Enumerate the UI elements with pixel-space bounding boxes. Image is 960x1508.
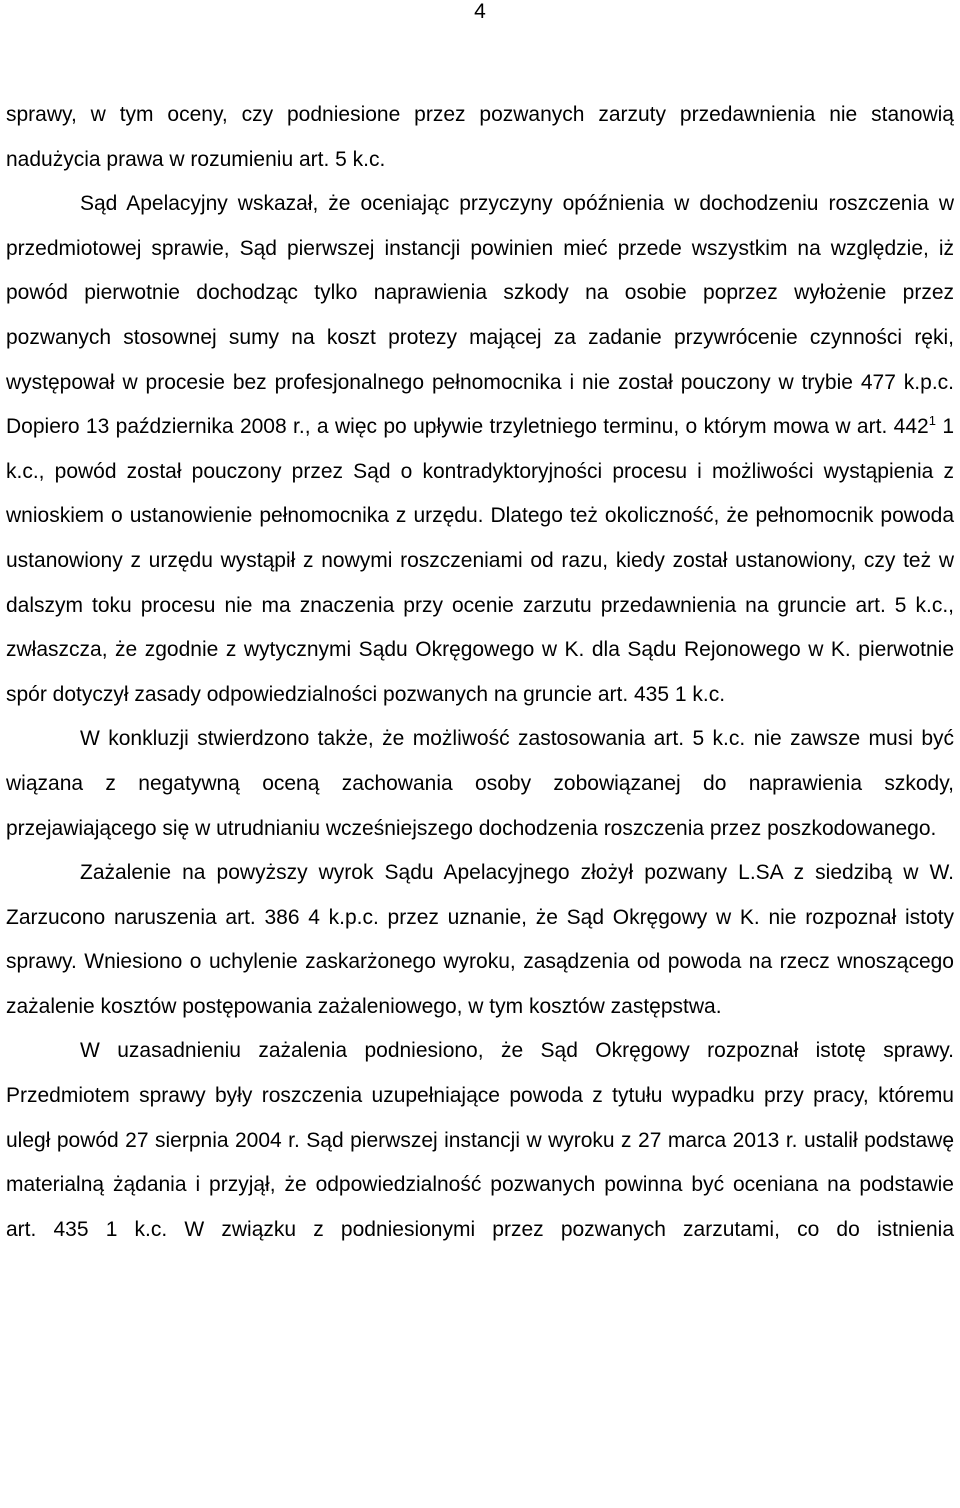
paragraph-4: Zażalenie na powyższy wyrok Sądu Apelacyjnego złożył pozwany L.SA z siedzibą w W. Zarzucono naruszenia art. 386 4 k.p.c. przez uznanie, że Sąd Okręgowy w K. nie rozpoznał istoty sprawy. Wniesiono o uchylenie zaskarżonego wyroku, zasądzenia od powoda na rzecz wnoszącego zażalenie kosztów postępowania zażaleniowego, w tym kosztów zastępstwa. (6, 861, 954, 1018)
paragraph-2-text-a: Sąd Apelacyjny wskazał, że oceniając przyczyny opóźnienia w dochodzeniu roszczenia w przedmiotowej sprawie, Sąd pierwszej instancji powinien mieć przede wszystkim na względzie, iż powód pierwotnie dochodząc tylko naprawienia szkody na osobie poprzez wyłożenie przez pozwanych stosownej sumy na koszt protezy mającej za zadanie przywrócenie czynności ręki, występował w procesie bez profesjonalnego pełnomocnika i nie został pouczony w trybie 477 k.p.c. Dopiero 13 października 2008 r., a więc po upływie trzyletniego terminu, o którym mowa w art. 442 (6, 192, 954, 439)
document-body (6, 93, 954, 1252)
paragraph-3: W konkluzji stwierdzono także, że możliwość zastosowania art. 5 k.c. nie zawsze musi być wiązana z negatywną oceną zachowania osoby zobowiązanej do naprawienia szkody, przejawiającego się w utrudnianiu wcześniejszego dochodzenia roszczenia przez poszkodowanego. (6, 727, 954, 840)
paragraph-5: W uzasadnieniu zażalenia podniesiono, że Sąd Okręgowy rozpoznał istotę sprawy. Przedmiotem sprawy były roszczenia uzupełniające powoda z tytułu wypadku przy pracy, któremu uległ powód 27 sierpnia 2004 r. Sąd pierwszej instancji w wyroku z 27 marca 2013 r. ustalił podstawę materialną żądania i przyjął, że odpowiedzialność pozwanych powinna być oceniana na podstawie art. 435 1 k.c. W związku z podniesionymi przez pozwanych zarzutami, co do istnienia (6, 1039, 954, 1241)
paragraph-1: sprawy, w tym oceny, czy podniesione przez pozwanych zarzuty przedawnienia nie stanowią nadużycia prawa w rozumieniu art. 5 k.c. (6, 103, 954, 171)
superscript-1: 1 (928, 413, 936, 429)
paragraph-2-text-b: 1 k.c., powód został pouczony przez Sąd o kontradyktoryjności procesu i możliwości wystąpienia z wnioskiem o ustanowienie pełnomocnika z urzędu. Dlatego też okoliczność, że pełnomocnik powoda ustanowiony z urzędu wystąpił z nowymi roszczeniami od razu, kiedy został ustanowiony, czy też w dalszym toku procesu nie ma znaczenia przy ocenie zarzutu przedawnienia na gruncie art. 5 k.c., zwłaszcza, że zgodnie z wytycznymi Sądu Okręgowego w K. dla Sądu Rejonowego w K. pierwotnie spór dotyczył zasady odpowiedzialności pozwanych na gruncie art. 435 1 k.c. (6, 415, 954, 706)
paragraph-2 (6, 182, 954, 717)
page-number: 4 (474, 0, 486, 23)
